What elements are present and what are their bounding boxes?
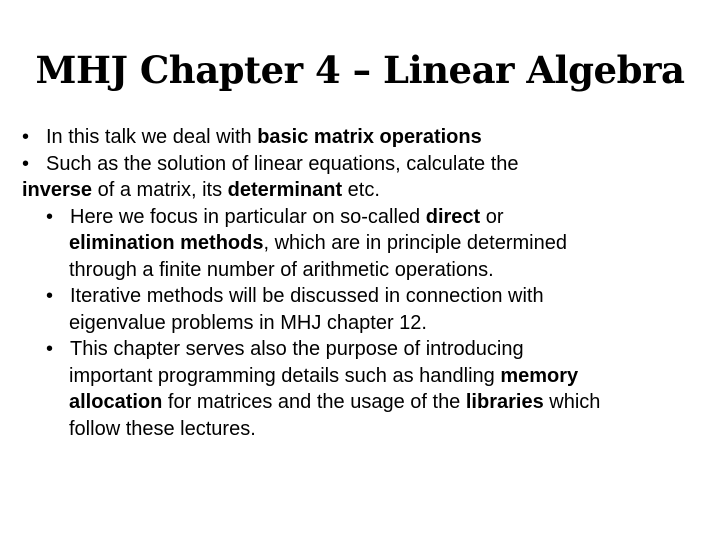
bullet-1 <box>22 124 702 151</box>
bullet-icon: • <box>46 205 54 228</box>
bullet-5-bold-allocation: allocation <box>69 391 163 413</box>
bullet-2-line-1: Such as the solution of linear equations, calculate the <box>46 152 519 175</box>
slide-body <box>22 124 702 442</box>
bullet-2 <box>22 151 702 178</box>
bullet-5-line-1: This chapter serves also the purpose of introducing <box>70 338 524 360</box>
bullet-3-bold-elimination: elimination methods <box>69 232 264 254</box>
bullet-3-pre: Here we focus in particular on so-called <box>70 205 426 228</box>
bullet-1-text: In this talk we deal with <box>46 126 258 148</box>
bullet-5-line-3 <box>22 389 702 416</box>
bullet-2-bold-determinant: determinant <box>227 179 343 201</box>
bullet-2-mid: of a matrix, its <box>92 179 228 201</box>
bullet-4-line-2-text: eigenvalue problems in MHJ chapter 12. <box>69 311 427 334</box>
bullet-5-bold-libraries: libraries <box>465 391 544 413</box>
bullet-icon: • <box>22 152 30 175</box>
bullet-3 <box>22 204 702 231</box>
bullet-3-line-3 <box>22 257 702 284</box>
bullet-3-line-2 <box>22 230 702 257</box>
slide-title: MHJ Chapter 4 – Linear Algebra <box>35 48 685 92</box>
bullet-2-post: etc. <box>342 179 380 201</box>
bullet-4-line-1: Iterative methods will be discussed in connection with <box>70 285 544 307</box>
bullet-3-bold-direct: direct <box>425 205 481 228</box>
bullet-3-line-3-text: through a finite number of arithmetic operations. <box>69 258 494 281</box>
bullet-5-mid3: for matrices and the usage of the <box>162 391 466 413</box>
bullet-5-line-2 <box>22 363 702 390</box>
bullet-icon: • <box>22 126 30 148</box>
bullet-5-pre2: important programming details such as handling <box>69 364 501 387</box>
bullet-5-bold-memory: memory <box>500 364 579 387</box>
bullet-2-bold-inverse: inverse <box>22 179 93 201</box>
bullet-icon: • <box>46 285 54 307</box>
bullet-5-post3: which <box>543 391 601 413</box>
bullet-1-bold: basic matrix operations <box>257 126 482 148</box>
bullet-3-post1: or <box>480 205 504 228</box>
bullet-2-continuation <box>22 177 702 204</box>
bullet-5-line-4-text: follow these lectures. <box>69 417 256 440</box>
bullet-icon: • <box>46 338 54 360</box>
bullet-4-line-2 <box>22 310 702 337</box>
bullet-5-line-4 <box>22 416 702 443</box>
bullet-4 <box>22 283 702 310</box>
bullet-3-post2: , which are in principle determined <box>263 232 567 254</box>
bullet-5 <box>22 336 702 363</box>
